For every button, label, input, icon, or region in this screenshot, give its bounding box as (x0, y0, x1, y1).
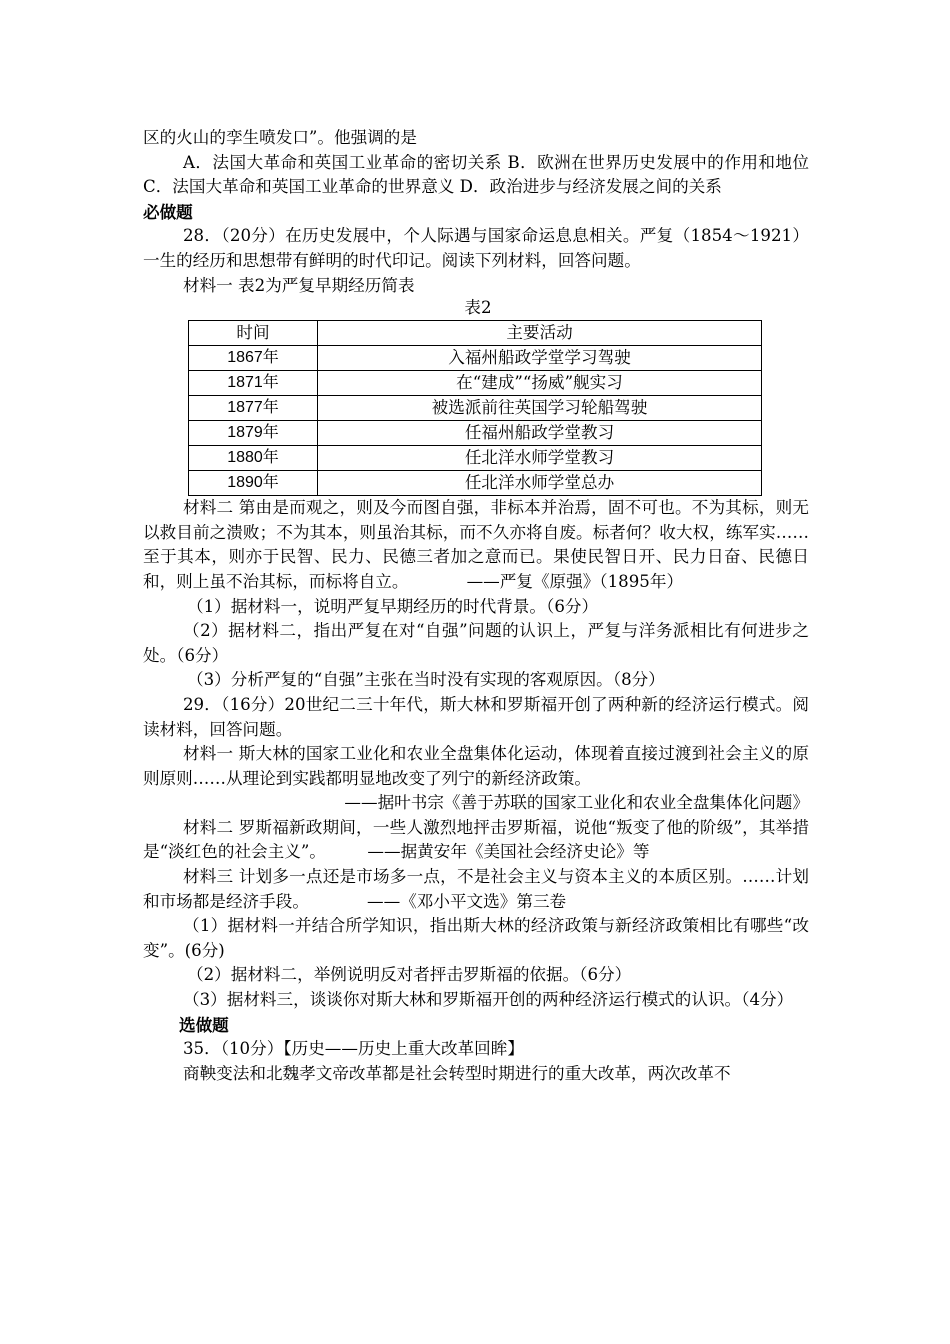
q29-sub-2: （2）据材料二，举例说明反对者抨击罗斯福的依据。（6分） (187, 965, 632, 985)
table-cell-year: 1879年 (189, 421, 318, 446)
yan-fu-timeline-table (188, 320, 762, 496)
question-28-stem: 28．（20分）在历史发展中，个人际遇与国家命运息息相关。严复（1854～1921）一生的经历和思想带有鲜明的时代印记。阅读下列材料，回答问题。 (143, 226, 809, 270)
table-cell-activity: 任北洋水师学堂教习 (318, 446, 762, 471)
q29-material-3: 材料三 计划多一点还是市场多一点，不是社会主义与资本主义的本质区别。……计划和市场都是经济手段。 ——《邓小平文选》第三卷 (143, 867, 809, 911)
table-row (189, 371, 762, 396)
q29-sub-3: （3）据材料三，谈谈你对斯大林和罗斯福开创的两种经济运行模式的认识。（4分） (183, 990, 794, 1010)
table-row (189, 471, 762, 496)
q29-sub-1: （1）据材料一并结合所学知识，指出斯大林的经济政策与新经济政策相比有哪些“改变”。(6分) (143, 916, 809, 960)
section-required-heading: 必做题 (143, 201, 193, 222)
table-row (189, 421, 762, 446)
answer-options: A．法国大革命和英国工业革命的密切关系 B．欧洲在世界历史发展中的作用和地位 C．法国大革命和英国工业革命的世界意义 D．政治进步与经济发展之间的关系 (143, 152, 826, 197)
q28-material-1-intro: 材料一 表2为严复早期经历简表 (183, 275, 415, 295)
question-text-continued: 区的火山的孪生喷发口”。他强调的是 (143, 128, 417, 147)
table-cell-activity: 在“建成”“扬威”舰实习 (318, 371, 762, 396)
table-header-cell: 时间 (189, 321, 318, 346)
table-row (189, 396, 762, 421)
q28-sub-1: （1）据材料一，说明严复早期经历的时代背景。（6分） (187, 596, 599, 616)
section-optional-heading: 选做题 (179, 1014, 229, 1035)
table-header-row (189, 321, 762, 346)
q28-sub-3: （3）分析严复的“自强”主张在当时没有实现的客观原因。（8分） (187, 670, 665, 690)
question-29-stem: 29．（16分）20世纪二三十年代，斯大林和罗斯福开创了两种新的经济运行模式。阅读材料，回答问题。 (143, 694, 809, 739)
table-row (189, 446, 762, 471)
q28-material-2: 材料二 第由是而观之，则及今而图自强，非标本并治焉，固不可也。不为其标，则无以救目前之溃败；不为其本，则虽治其标，而不久亦将自废。标者何？收大权，练军实……至于其本，则亦于民智、民力、民德三者加之意而已。果使民智日开、民力日奋、民德日和，则上虽不治其标，而标将自立。 ——严复《原强》（1895年） (143, 498, 809, 591)
table-cell-year: 1877年 (189, 396, 318, 421)
q29-material-1: 材料一 斯大林的国家工业化和农业全盘集体化运动，体现着直接过渡到社会主义的原则原则……从理论到实践都明显地改变了列宁的新经济政策。 (143, 744, 809, 788)
table-cell-activity: 任福州船政学堂教习 (318, 421, 762, 446)
table-cell-year: 1890年 (189, 471, 318, 496)
question-35-text: 商鞅变法和北魏孝文帝改革都是社会转型时期进行的重大改革，两次改革不 (183, 1063, 731, 1083)
q29-material-1-source: ——据叶书宗《善于苏联的国家工业化和农业全盘集体化问题》 (344, 793, 809, 813)
table-cell-year: 1871年 (189, 371, 318, 396)
exam-page (143, 126, 826, 1086)
table-row (189, 346, 762, 371)
table-caption: 表2 (464, 298, 492, 318)
q28-sub-2: （2）据材料二，指出严复在对“自强”问题的认识上，严复与洋务派相比有何进步之处。（6分） (143, 621, 809, 665)
q29-material-2: 材料二 罗斯福新政期间，一些人激烈地抨击罗斯福，说他“叛变了他的阶级”，其举措是“淡红色的社会主义”。 ——据黄安年《美国社会经济史论》等 (143, 817, 809, 862)
table-cell-activity: 被选派前往英国学习轮船驾驶 (318, 396, 762, 421)
table-cell-activity: 入福州船政学堂学习驾驶 (318, 346, 762, 371)
table-cell-year: 1867年 (189, 346, 318, 371)
table-cell-activity: 任北洋水师学堂总办 (318, 471, 762, 496)
question-35-title: 35．（10分）【历史——历史上重大改革回眸】 (183, 1039, 524, 1059)
table-cell-year: 1880年 (189, 446, 318, 471)
table-header-cell: 主要活动 (318, 321, 762, 346)
